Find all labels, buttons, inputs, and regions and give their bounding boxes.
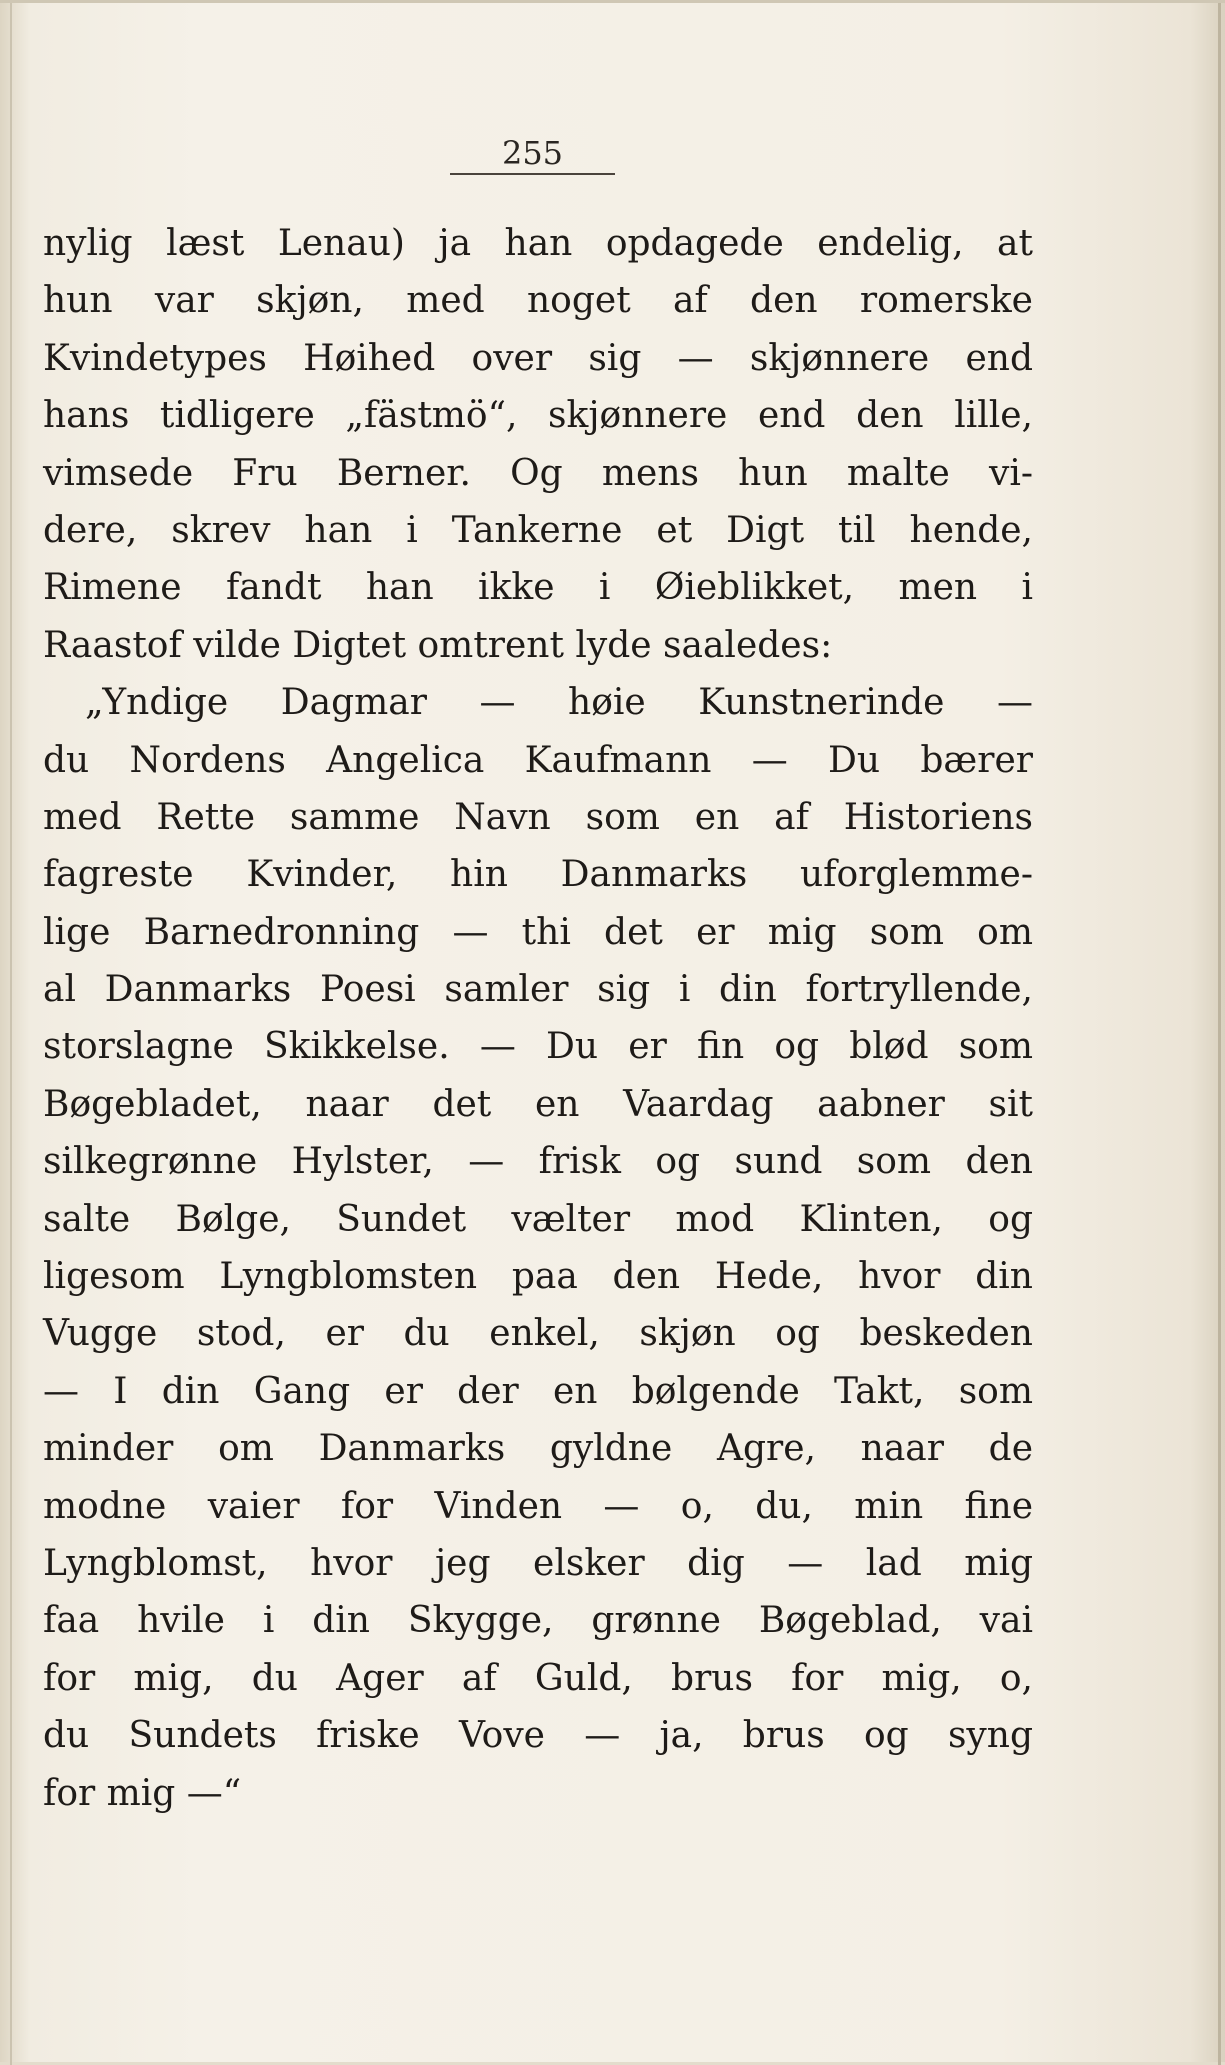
- text-line: Lyngblomst, hvor jeg elsker dig — lad mig: [43, 1542, 1033, 1584]
- text-line: Rimene fandt han ikke i Øieblikket, men i: [43, 567, 1033, 609]
- text-line: „Yndige Dagmar — høie Kunstnerinde —: [85, 682, 1033, 724]
- text-line: du Nordens Angelica Kaufmann — Du bærer: [43, 739, 1033, 781]
- text-line: Vugge stod, er du enkel, skjøn og beskeden: [43, 1313, 1033, 1355]
- page-number-rule: [450, 173, 615, 175]
- text-line: — I din Gang er der en bølgende Takt, som: [43, 1370, 1033, 1412]
- text-line: modne vaier for Vinden — o, du, min fine: [43, 1485, 1033, 1527]
- text-line: med Rette samme Navn som en af Historiens: [43, 796, 1033, 838]
- text-line: ligesom Lyngblomsten paa den Hede, hvor din: [43, 1256, 1033, 1298]
- page-number: 255: [501, 134, 564, 172]
- text-line: silkegrønne Hylster, — frisk og sund som den: [43, 1141, 1033, 1183]
- text-line: nylig læst Lenau) ja han opdagede endelig, at: [43, 223, 1033, 264]
- text-line: du Sundets friske Vove — ja, brus og syng: [43, 1715, 1033, 1757]
- text-line: minder om Danmarks gyldne Agre, naar de: [43, 1428, 1033, 1470]
- text-line: Raastof vilde Digtet omtrent lyde saaledes:: [43, 624, 833, 666]
- page-left-edge: [10, 3, 12, 2065]
- text-line: faa hvile i din Skygge, grønne Bøgeblad, vai: [43, 1600, 1033, 1642]
- text-line: fagreste Kvinder, hin Danmarks uforglemme-: [43, 854, 1033, 896]
- page-right-edge: [1218, 3, 1221, 2065]
- text-line: hun var skjøn, med noget af den romerske: [43, 280, 1033, 322]
- text-line: Bøgebladet, naar det en Vaardag aabner sit: [43, 1083, 1033, 1125]
- text-line: hans tidligere „fästmö“, skjønnere end den lille,: [43, 395, 1033, 437]
- text-line: for mig, du Ager af Guld, brus for mig, o,: [43, 1657, 1033, 1699]
- text-line: for mig —“: [43, 1772, 242, 1814]
- text-line: storslagne Skikkelse. — Du er fin og blød som: [43, 1026, 1033, 1068]
- text-line: Kvindetypes Høihed over sig — skjønnere end: [43, 337, 1033, 379]
- text-line: vimsede Fru Berner. Og mens hun malte vi-: [43, 452, 1033, 494]
- text-line: lige Barnedronning — thi det er mig som om: [43, 911, 1033, 953]
- text-line: dere, skrev han i Tankerne et Digt til hende,: [43, 509, 1033, 551]
- body-text: [43, 215, 1033, 1822]
- text-line: al Danmarks Poesi samler sig i din fortryllende,: [43, 969, 1033, 1011]
- text-line: salte Bølge, Sundet vælter mod Klinten, og: [43, 1198, 1033, 1240]
